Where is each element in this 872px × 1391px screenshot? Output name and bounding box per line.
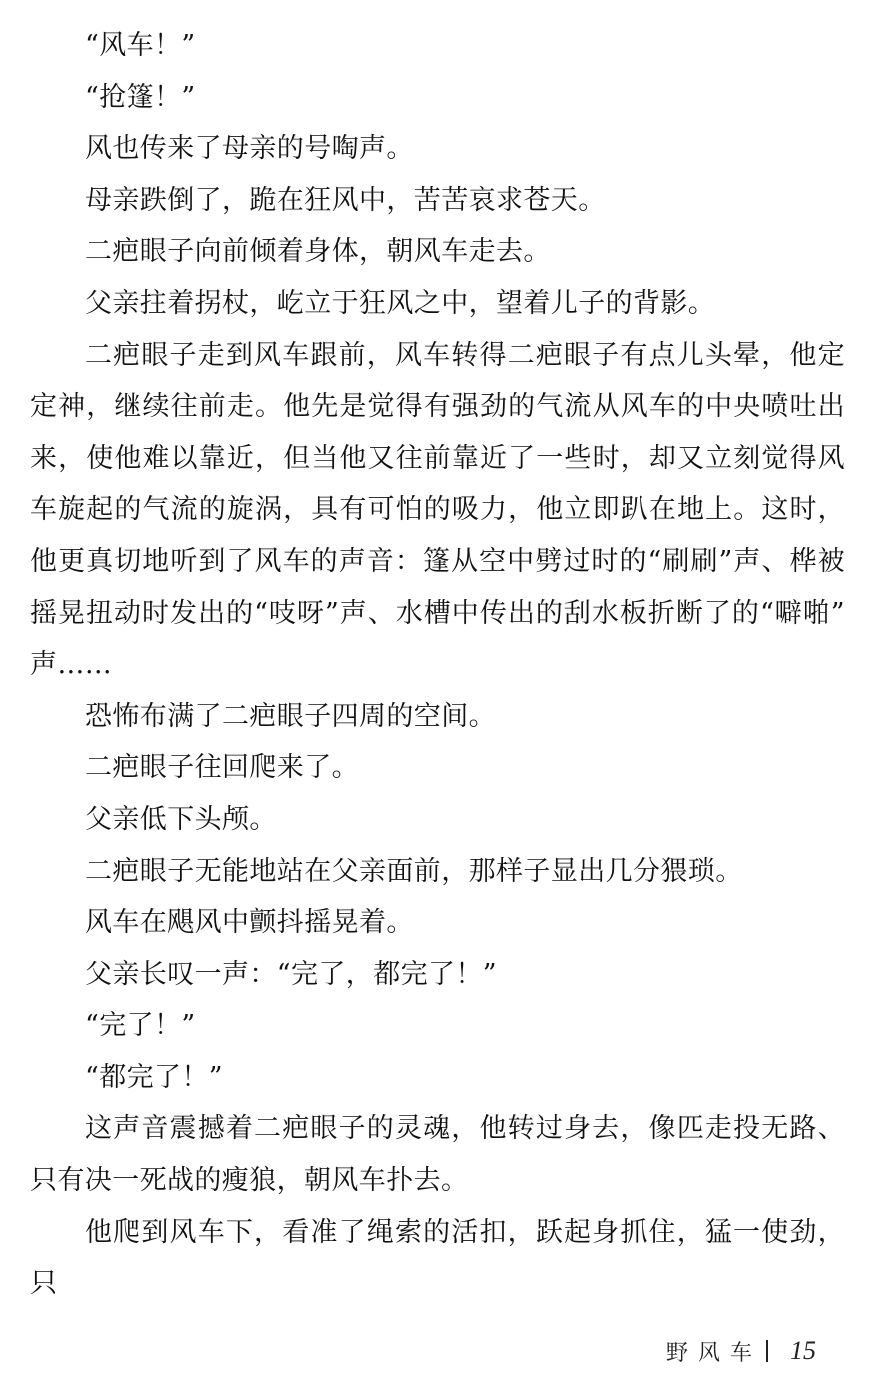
page-number: 15: [790, 1336, 817, 1365]
paragraph: “完了！”: [85, 1010, 196, 1042]
paragraph: “风车！”: [85, 30, 196, 61]
paragraph: 风也传来了母亲的号啕声。: [85, 133, 414, 165]
paragraph: “抢篷！”: [85, 81, 196, 113]
paragraph: 父亲长叹一声：“完了，都完了！”: [85, 958, 498, 990]
paragraph: 恐怖布满了二疤眼子四周的空间。: [85, 700, 496, 732]
footer-divider: [766, 1340, 768, 1362]
body-text: [30, 20, 845, 1310]
paragraph: 父亲低下头颅。: [85, 803, 277, 835]
paragraph: 二疤眼子走到风车跟前，风车转得二疤眼子有点儿头晕，他定定神，继续往前走。他先是觉得有强劲的气流从风车的中央喷吐出来，使他难以靠近，但当他又往前靠近了一些时，却又立刻觉得风车旋起的气流的旋涡，具有可怕的吸力，他立即趴在地上。这时，他更真切地听到了风车的声音：篷从空中劈过时的“刷刷”声、桦被摇晃扭动时发出的“吱呀”声、水槽中传出的刮水板折断了的“噼啪”声……: [30, 339, 845, 681]
paragraph: 风车在飓风中颤抖摇晃着。: [85, 907, 414, 939]
running-title: 野风车: [666, 1340, 763, 1366]
paragraph: 父亲拄着拐杖，屹立于狂风之中，望着儿子的背影。: [85, 287, 716, 319]
page-footer: [666, 1334, 816, 1368]
paragraph: 二疤眼子无能地站在父亲面前，那样子显出几分猥琐。: [85, 855, 743, 887]
paragraph: “都完了！”: [85, 1061, 224, 1093]
paragraph: 这声音震撼着二疤眼子的灵魂，他转过身去，像匹走投无路、只有决一死战的瘦狼，朝风车扑去。: [30, 1113, 845, 1197]
paragraph: 他爬到风车下，看准了绳索的活扣，跃起身抓住，猛一使劲，只: [30, 1216, 845, 1300]
paragraph: 母亲跌倒了，跪在狂风中，苦苦哀求苍天。: [85, 184, 606, 216]
paragraph: 二疤眼子往回爬来了。: [85, 752, 359, 784]
paragraph: 二疤眼子向前倾着身体，朝风车走去。: [85, 236, 551, 268]
